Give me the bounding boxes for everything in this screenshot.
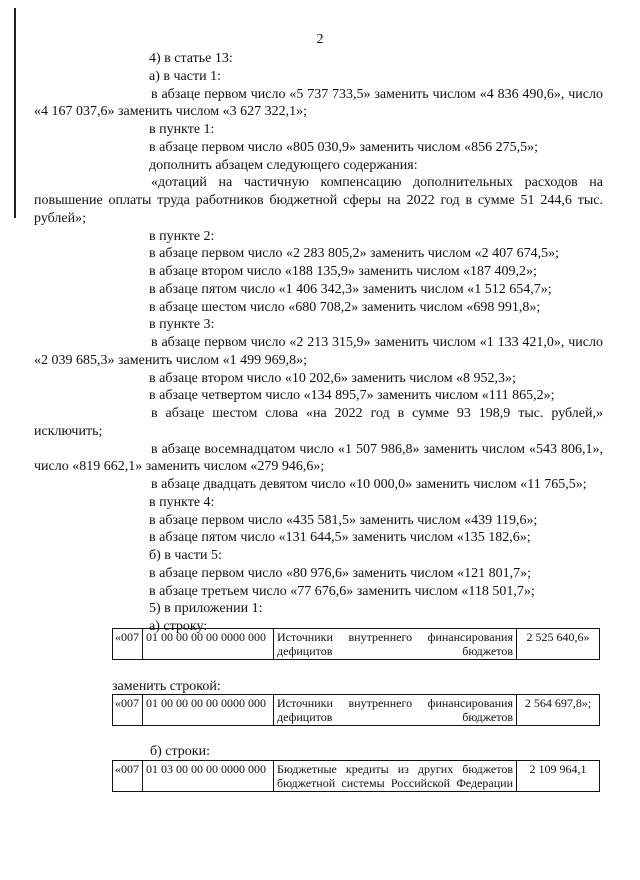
- paragraph: в абзаце первом число «435 581,5» заменить числом «439 119,6»;: [149, 512, 538, 528]
- paragraph: в абзаце третьем число «77 676,6» заменить числом «118 501,7»;: [149, 583, 535, 599]
- subitem-b: б) в части 5:: [149, 548, 222, 563]
- item-4: 4) в статье 13:: [149, 51, 233, 66]
- caption-replace: заменить строкой:: [112, 679, 221, 694]
- table-cell-name: Бюджетные кредиты из других бюджетов бюджетной системы Российской Федерации: [274, 761, 517, 792]
- paragraph: в абзаце пятом число «1 406 342,3» заменить числом «1 512 654,7»;: [149, 281, 552, 297]
- table-row: [113, 629, 600, 660]
- table-cell-amount: 2 109 964,1: [517, 761, 600, 792]
- table-cell-code: «007: [113, 629, 143, 660]
- table-row: [113, 761, 600, 792]
- table-row-replacement: [112, 694, 600, 726]
- paragraph: в абзаце первом число «80 976,6» заменить числом «121 801,7»;: [149, 565, 531, 581]
- paragraph: в абзаце первом число «2 213 315,9» заменить числом «1 133 421,0», число «2 039 685,3» заменить числом «1 499 969,8»;: [34, 335, 603, 368]
- document-body: [34, 50, 603, 636]
- paragraph: в пункте 3:: [149, 317, 215, 333]
- paragraph: дополнить абзацем следующего содержания:: [149, 157, 418, 173]
- paragraph: в абзаце первом число «5 737 733,5» заменить числом «4 836 490,6», число «4 167 037,6» заменить числом «3 627 322,1»;: [34, 86, 603, 120]
- table-cell-kbk: 01 00 00 00 00 0000 000: [143, 629, 274, 660]
- paragraph: в пункте 1:: [149, 122, 215, 137]
- table-rows-b: [112, 760, 600, 792]
- table-cell-kbk: 01 00 00 00 00 0000 000: [143, 695, 274, 726]
- paragraph: в пункте 2:: [149, 228, 215, 244]
- paragraph: в абзаце втором число «188 135,9» заменить числом «187 409,2»;: [149, 264, 537, 279]
- paragraph: «дотаций на частичную компенсацию дополнительных расходов на повышение оплаты труда работников бюджетной сферы на 2022 год в сумме 51 244,6 тыс. рублей»;: [34, 175, 603, 226]
- table-cell-name: Источники внутреннего финансирования дефицитов бюджетов: [274, 629, 517, 660]
- table-cell-name: Источники внутреннего финансирования дефицитов бюджетов: [274, 695, 517, 726]
- paragraph: в абзаце двадцать девятом число «10 000,0» заменить числом «11 765,5»;: [151, 477, 587, 492]
- paragraph: в пункте 4:: [149, 494, 215, 510]
- table-row: [113, 695, 600, 726]
- caption-rows-b: б) строки:: [150, 744, 210, 759]
- paragraph: в абзаце первом число «805 030,9» заменить числом «856 275,5»;: [149, 139, 538, 155]
- table-row-original: [112, 628, 600, 660]
- table-cell-amount: 2 525 640,6»: [517, 629, 600, 660]
- table-cell-kbk: 01 03 00 00 00 0000 000: [143, 761, 274, 792]
- paragraph: в абзаце шестом слова «на 2022 год в сумме 93 198,9 тыс. рублей,» исключить;: [34, 406, 603, 439]
- item-5: 5) в приложении 1:: [149, 601, 263, 617]
- paragraph: в абзаце шестом число «680 708,2» заменить числом «698 991,8»;: [149, 299, 541, 315]
- subitem-a-row: а) строку:: [149, 619, 208, 634]
- paragraph: в абзаце четвертом число «134 895,7» заменить числом «111 865,2»;: [149, 388, 555, 404]
- paragraph: в абзаце втором число «10 202,6» заменить числом «8 952,3»;: [149, 370, 516, 386]
- subitem-a: а) в части 1:: [149, 68, 221, 84]
- table-cell-code: «007: [113, 695, 143, 726]
- paragraph: в абзаце восемнадцатом число «1 507 986,8» заменить числом «543 806,1», число «819 662,1» заменить числом «279 946,6»;: [34, 441, 603, 475]
- table-cell-code: «007: [113, 761, 143, 792]
- table-cell-amount: 2 564 697,8»;: [517, 695, 600, 726]
- paragraph: в абзаце первом число «2 283 805,2» заменить числом «2 407 674,5»;: [149, 246, 559, 262]
- paragraph: в абзаце пятом число «131 644,5» заменить числом «135 182,6»;: [149, 530, 531, 546]
- page-number: 2: [316, 32, 324, 47]
